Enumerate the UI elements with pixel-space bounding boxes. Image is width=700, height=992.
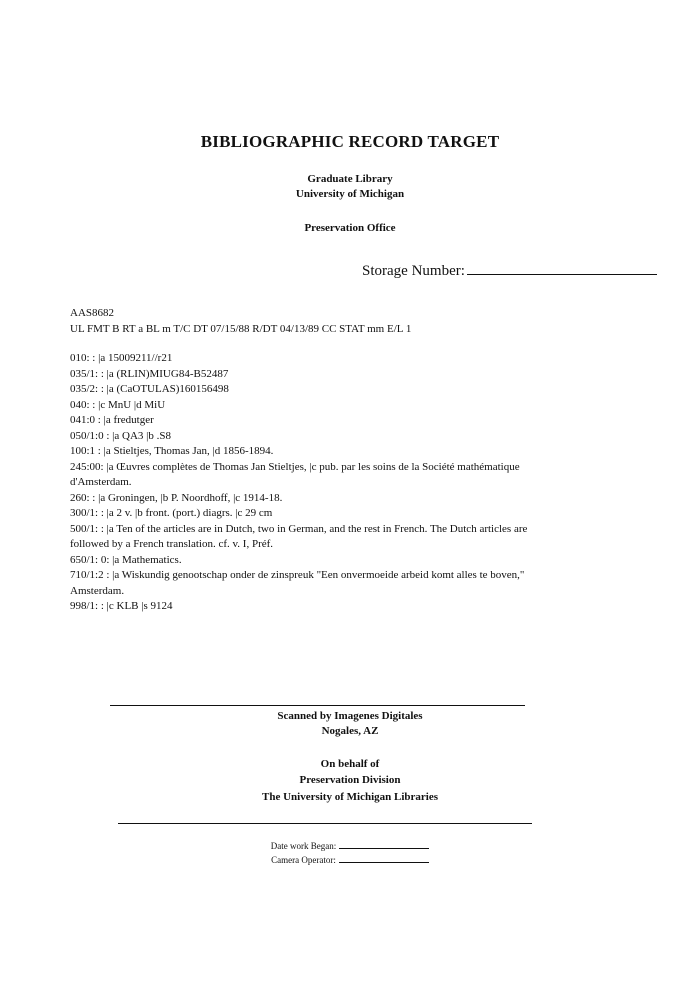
marc-field: 100:1 : |a Stieltjes, Thomas Jan, |d 1856-1894. (70, 445, 274, 457)
camera-operator-label: Camera Operator: (271, 855, 336, 865)
institution-university: University of Michigan (295, 188, 405, 200)
marc-field: 300/1: : |a 2 v. |b front. (port.) diagrs. |c 29 cm (70, 507, 273, 519)
marc-field: 650/1: 0: |a Mathematics. (70, 553, 182, 566)
storage-number-blank (467, 260, 657, 275)
date-began-label: Date work Began: (270, 841, 337, 851)
marc-field: 041:0 : |a fredutger (70, 414, 154, 426)
institution-library: Graduate Library (307, 173, 393, 185)
marc-field: 035/1: : |a (RLIN)MIUG84-B52487 (70, 367, 229, 380)
divider-top (110, 705, 525, 706)
scanner-location: Nogales, AZ (321, 725, 379, 737)
marc-field: 998/1: : |c KLB |s 9124 (70, 600, 173, 612)
marc-field: 260: : |a Groningen, |b P. Noordhoff, |c 1914-18. (70, 491, 283, 504)
marc-field: 010: : |a 15009211//r21 (70, 352, 173, 364)
record-header: UL FMT B RT a BL m T/C DT 07/15/88 R/DT 04/13/89 CC STAT mm E/L 1 (70, 322, 412, 335)
scanner-name: Scanned by Imagenes Digitales (277, 710, 423, 722)
marc-field: 040: : |c MnU |d MiU (70, 398, 166, 411)
record-id: AAS8682 (70, 307, 115, 319)
date-began-blank (339, 839, 429, 849)
marc-field: 500/1: : |a Ten of the articles are in Dutch, two in German, and the rest in French. The Dutch articles are followed by a French translation. cf. v. I, Préf. (70, 522, 528, 550)
marc-field: 710/1:2 : |a Wiskundig genootschap onder de zinspreuk "Een onvermoeide arbeid komt alles te boven," Amsterdam. (70, 569, 525, 597)
camera-operator-blank (339, 853, 429, 863)
marc-field: 035/2: : |a (CaOTULAS)160156498 (70, 383, 229, 395)
division-name: Preservation Division (299, 774, 401, 786)
library-name: The University of Michigan Libraries (262, 791, 438, 803)
bibliographic-record (70, 306, 560, 615)
storage-number-label: Storage Number: (362, 263, 465, 279)
date-began-row (0, 839, 700, 853)
divider-bottom (118, 823, 532, 824)
camera-operator-row (0, 853, 700, 867)
record-spacer (70, 337, 560, 351)
page-title: BIBLIOGRAPHIC RECORD TARGET (200, 132, 500, 151)
institution-office: Preservation Office (304, 222, 396, 234)
behalf-label: On behalf of (320, 758, 380, 770)
storage-number (362, 260, 657, 280)
marc-field: 050/1:0 : |a QA3 |b .S8 (70, 429, 171, 442)
marc-field: 245:00: |a Œuvres complètes de Thomas Jan Stieltjes, |c pub. par les soins de la Société mathématique d'Amsterdam. (70, 460, 520, 488)
